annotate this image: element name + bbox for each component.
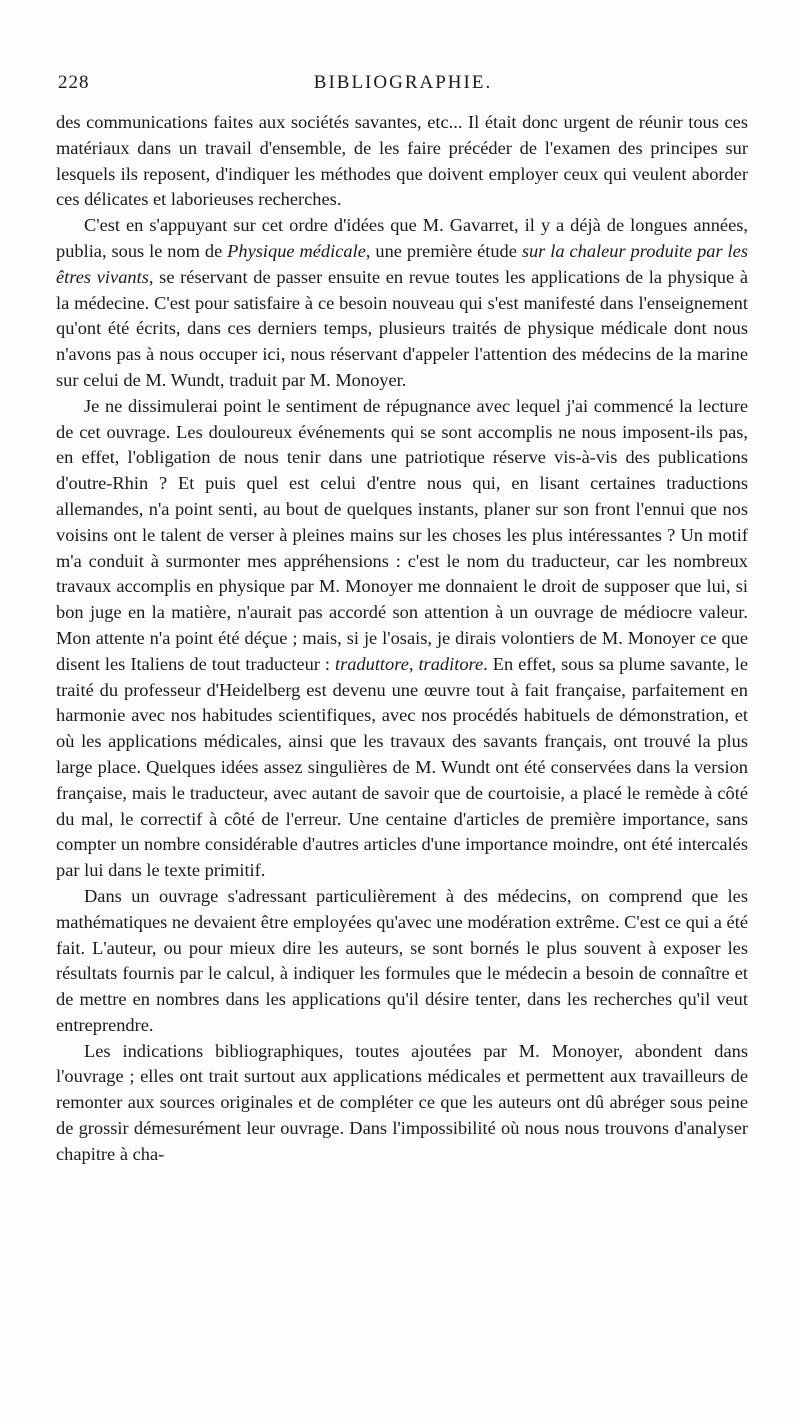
body-text [56, 110, 748, 1168]
paragraph-3-part-2: . En effet, sous sa plume savante, le traité du professeur d'Heidelberg est devenu une œuvre tout à fait française, parfaitement en harmonie avec nos habitudes scientifiques, avec nos procédés habituels de démonstration, et où les applications médicales, ainsi que les travaux des savants français, ont trouvé la plus large place. Quelques idées assez singulières de M. Wundt ont été conservées dans la version française, mais le traducteur, avec autant de savoir que de courtoisie, a placé le remède à côté du mal, le correctif à côté de l'erreur. Une centaine d'articles de première importance, sans compter un nombre considérable d'autres articles d'une importance moindre, ont été intercalés par lui dans le texte primitif. [56, 653, 749, 881]
paragraph-3 [56, 394, 748, 884]
paragraph-2-part-2: , une première étude [365, 240, 522, 261]
paragraph-5: Les indications bibliographiques, toutes ajoutées par M. Monoyer, abondent dans l'ouvrage ; elles ont trait surtout aux applications médicales et permettent aux travailleurs de remonter aux sources originales et de compléter ce que les auteurs ont dû abréger sous peine de grossir démesurément leur ouvrage. Dans l'impossibilité où nous nous trouvons d'analyser chapitre à cha- [56, 1040, 748, 1164]
paragraph-3-part-1: Je ne dissimulerai point le sentiment de répugnance avec lequel j'ai commencé la lecture de cet ouvrage. Les douloureux événements qui se sont accomplis ne nous imposent-ils pas, en effet, l'obligation de nous tenir dans une patriotique réserve vis-à-vis des publications d'outre-Rhin ? Et puis quel est celui d'entre nous qui, en lisant certaines traductions allemandes, n'a point senti, au bout de quelques instants, planer sur son front l'ennui que nos voisins ont le talent de verser à pleines mains sur les choses les plus intéressantes ? Un motif m'a conduit à surmonter mes appréhensions : c'est le nom du traducteur, car les nombreux travaux accomplis en physique par M. Monoyer me donnaient le droit de supposer que lui, si bon juge en la matière, n'aurait pas accordé son attention à un ouvrage de médiocre valeur. Mon attente n'a point été déçue ; mais, si je l'osais, je dirais volontiers de M. Monoyer ce que disent les Italiens de tout traducteur : [56, 395, 748, 674]
italian-saying: traduttore, traditore [334, 653, 484, 674]
page-header [58, 72, 748, 102]
paragraph-4: Dans un ouvrage s'adressant particulièrement à des médecins, on comprend que les mathématiques ne devaient être employées qu'avec une modération extrême. C'est ce qui a été fait. L'auteur, ou pour mieux dire les auteurs, se sont bornés le plus souvent à exposer les résultats fournis par le calcul, à indiquer les formules que le médecin a besoin de connaître et de mettre en nombres dans les applications qu'il désire tenter, dans les recherches qu'il veut entreprendre. [56, 885, 748, 1035]
paragraph-1: des communications faites aux sociétés savantes, etc... Il était donc urgent de réunir tous ces matériaux dans un travail d'ensemble, de les faire précéder de l'examen des principes sur lesquels ils reposent, d'indiquer les méthodes que doivent employer ceux qui veulent aborder ces délicates et laborieuses recherches. [56, 112, 748, 210]
title-physique-medicale: Physique médicale [227, 240, 366, 261]
paragraph-2 [56, 213, 748, 394]
paragraph-2-part-3: , se réservant de passer ensuite en revue toutes les applications de la physique à la médecine. C'est pour satisfaire à ce besoin nouveau qui s'est manifesté dans l'enseignement qu'ont été écrits, dans ces derniers temps, plusieurs traités de physique médicale dont nous n'avons pas à nous occuper ici, nous réservant d'appeler l'attention des médecins de la marine sur celui de M. Wundt, traduit par M. Monoyer. [56, 266, 748, 390]
paragraph-2-part-1: C'est en s'appuyant sur cet ordre d'idées que M. Gavarret, il y a déjà de longues années, publia, sous le nom de [56, 215, 748, 261]
running-title: BIBLIOGRAPHIE. [313, 72, 493, 93]
title-chaleur-produite: sur la chaleur produite par les êtres vivants [56, 240, 748, 287]
page-number: 228 [58, 72, 90, 93]
